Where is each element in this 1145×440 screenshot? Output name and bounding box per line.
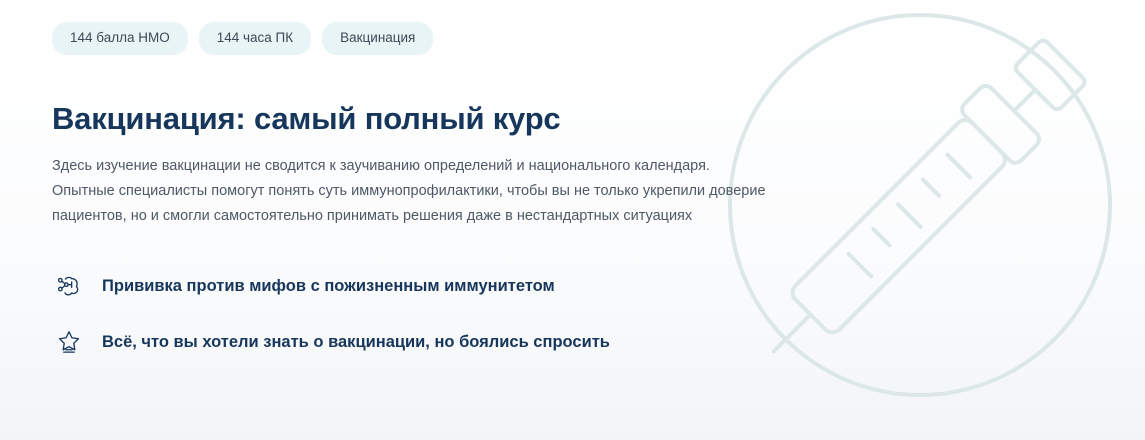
feature-label: Прививка против мифов с пожизненным иммунитетом	[102, 276, 555, 295]
brain-network-icon	[52, 269, 86, 303]
hero-content	[52, 22, 772, 381]
course-tag-topic: Вакцинация	[322, 22, 433, 55]
page-title: Вакцинация: самый полный курс	[52, 100, 561, 136]
course-tag-nmo-points: 144 балла НМО	[52, 22, 188, 55]
list-item	[52, 269, 772, 303]
list-item	[52, 325, 772, 359]
star-award-icon	[52, 325, 86, 359]
course-tag-list	[52, 22, 772, 55]
feature-label: Всё, что вы хотели знать о вакцинации, но боялись спросить	[102, 332, 610, 351]
course-tag-hours: 144 часа ПК	[199, 22, 311, 55]
course-feature-list	[52, 269, 772, 359]
course-description: Здесь изучение вакцинации не сводится к заучиванию определений и национального календаря. Опытные специалисты помогут понять суть иммунопрофилактики, чтобы вы не только укрепили доверие пациентов, но и смогли самостоятельно принимать решения даже в нестандартных ситуациях	[52, 158, 766, 225]
